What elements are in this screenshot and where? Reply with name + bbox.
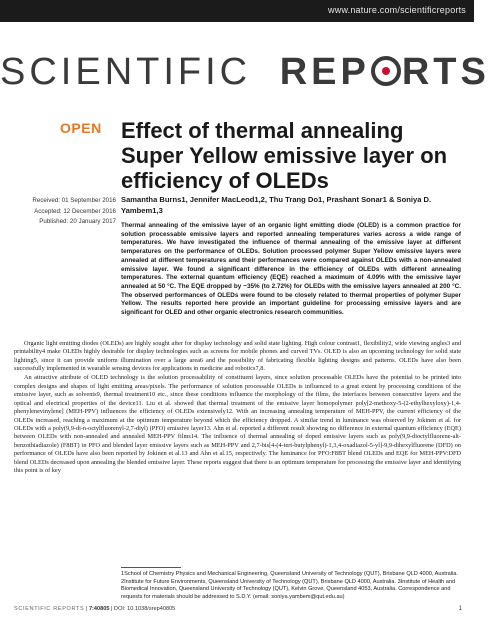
accepted-date: Accepted: 12 December 2016	[34, 207, 116, 215]
affiliations: 1School of Chemistry Physics and Mechanical Engineering, Queensland University of Technology (QUT), Brisbane QLD 4000, Australia. 2Institute for Future Environments, Queensland University of Technology (QUT), Brisbane QLD 4000, Australia. 3Institute of Health and Biomedical Innovation, Queensland University of Technology (QUT), Kelvin Grove, Queensland 4053, Australia. Correspondence and requests for materials should be addressed to S.D.Y. (email: soniya.yambem@qut.edu.au)	[121, 571, 458, 600]
article-title: Effect of thermal annealing Super Yellow emissive layer on efficiency of OLEDs	[121, 118, 448, 193]
footnote-divider	[121, 567, 181, 568]
top-bar	[0, 0, 474, 22]
publication-dates	[28, 196, 116, 228]
logo-o-icon	[371, 56, 401, 86]
published-date: Published: 20 January 2017	[39, 218, 116, 225]
footer-separator: |	[84, 606, 89, 612]
footer-doi-link[interactable]: | DOI: 10.1038/srep40805	[109, 606, 176, 612]
introduction	[14, 340, 461, 476]
journal-logo	[0, 50, 490, 94]
page-number: 1	[458, 606, 462, 612]
footer-citation: 7:40805	[88, 606, 110, 612]
footer-journal-name: SCIENTIFIC REPORTS	[14, 606, 85, 612]
logo-word-reports-part1: REP	[279, 51, 370, 93]
received-date: Received: 01 September 2016	[32, 197, 116, 204]
logo-word-scientific: SCIENTIFIC	[0, 51, 252, 93]
intro-paragraph-2: An attractive attribute of OLED technology is the solution processability of constituent layers, since solution processable OLEDs have the potential to be printed into complex designs and shapes of light emitting areas/pixels. The performance of solution processable OLEDs is influenced to a great extent by processing conditions of the emissive layer, such as solvents9, thermal treatment10 etc., since these conditions influence the morphology of the films, the interfaces between consecutive layers and the optical and electrical properties of the device11. Liu et al. showed that thermal treatment of the emissive layer homopolymer poly[2-methoxy-5-(2-ethylhexyloxy)-1,4-phenylenevinylene] (MEH-PPV) influences the efficiency of OLEDs extensively12. With an increasing annealing temperature of MEH-PPV, the current efficiency of the OLEDs increased, reaching a maximum at the optimum temperature beyond which the efficiency dropped. A similar trend in luminance was observed by Jokinen et al. for OLEDs with a poly(9,9-di-n-octylfluorenyl-2,7-diyl) (PFO) emissive layer13. Ahn et al. reported a different result showing no difference in external quantum efficiency (EQE) between OLEDs with non-annealed and annealed MEH-PPV films14. The influence of thermal annealing of doped emissive layers such as poly(9,9-dioctylfluorene-alt-benzothiadiazole) (F8BT) in PFO and blended layer emissive layers such as MEH-PPV and 2,7-bis[4-(4-tert-butylphenyl)-1,3,4-oxadiazol-5-yl]-9,9-dihexylfluorene (DFD) on performance of OLEDs have also been reported by Jokinen et al.13 and Ahn et al.15, respectively. The luminance for PFO:F8BT blend OLEDs and EQE for MEH-PPV:DFD blend OLEDs decreased upon annealing the blended emissive layer. These reports suggest that there is an optimum temperature for processing the emissive layer and identifying this point is of key	[14, 374, 461, 475]
logo-word-reports-part2: RTS	[401, 51, 490, 93]
intro-paragraph-1: Organic light emitting diodes (OLEDs) are highly sought after for display technology and solid state lighting. High colour contrast1, flexibility2, wide viewing angles3 and printability4 make OLEDs highly desirable for display technologies such as screens for mobile phones and curved TVs. OLED is also an upcoming technology for solid state lighting5, since it can provide uniform illumination over a large area6 and the possibility of fabricating flexible lighting designs and patterns. OLEDs have also been successfully implemented in wearable sensing devices for applications in medicine and robotics7,8.	[14, 340, 461, 373]
abstract: Thermal annealing of the emissive layer of an organic light emitting diode (OLED) is a common practice for solution processable emissive layers and reported annealing temperatures varies across a wide range of temperatures. We have investigated the influence of thermal annealing of the emissive layer at different temperatures on the performance of OLEDs. Solution processed polymer Super Yellow emissive layers were annealed at different temperatures and their performances were compared against OLEDs with a non-annealed emissive layer. We found a significant difference in the efficiency of OLEDs with different annealing temperatures. The external quantum efficiency (EQE) reached a maximum of 4.09% with the emissive layer annealed at 50 °C. The EQE dropped by ~35% (to 2.72%) for OLEDs with the emissive layers annealed at 200 °C. The observed performances of OLEDs were found to be closely related to thermal properties of polymer Super Yellow. The results reported here provide an important guideline for processing emissive layers and are significant for OLED and other organic electronics research communities.	[121, 222, 461, 317]
journal-url-link[interactable]: www.nature.com/scientificreports	[328, 5, 466, 15]
open-access-badge: OPEN	[60, 120, 102, 136]
page-footer	[14, 606, 175, 612]
author-list: Samantha Burns1, Jennifer MacLeod1,2, Thu Trang Do1, Prashant Sonar1 & Soniya D. Yambem1,3	[121, 195, 432, 215]
